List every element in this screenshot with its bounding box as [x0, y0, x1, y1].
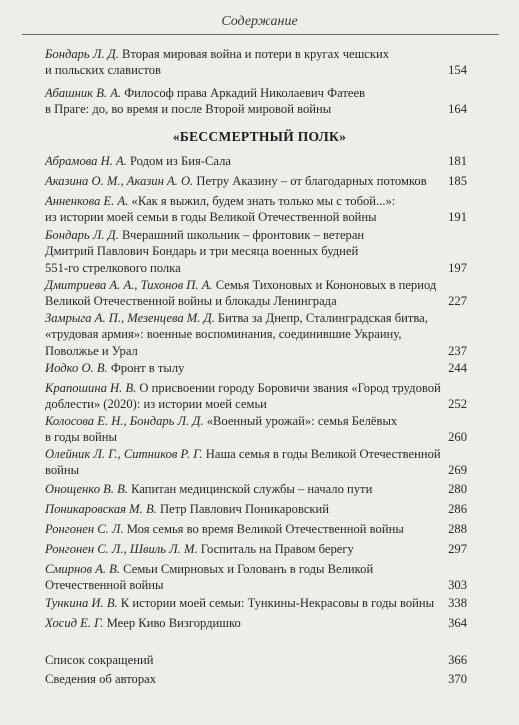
toc-entry-title	[45, 227, 465, 243]
toc-entry-page-number: 164	[448, 102, 467, 117]
toc-entry-title-continued	[45, 293, 465, 309]
toc-entry-title-continued	[45, 62, 465, 78]
toc-entry-title	[45, 541, 465, 557]
toc-entry-title-continued	[45, 396, 465, 412]
toc-entry-text: доблести» (2020): из истории моей семьи	[45, 397, 267, 412]
toc-entry-author: Колосова Е. Н., Бондарь Л. Д.	[45, 414, 204, 428]
toc-entry-text: «трудовая армия»: военные воспоминания, соединившие Украину,	[45, 327, 402, 342]
toc-entry-text: Наша семья в годы Великой Отечественной	[202, 447, 441, 461]
toc-entry-author: Дмитриева А. А., Тихонов П. А.	[45, 278, 213, 292]
header-rule	[22, 34, 499, 35]
toc-entry-author: Абрамова Н. А.	[45, 154, 127, 168]
toc-entry-title	[45, 193, 465, 209]
toc-entry-text: войны	[45, 463, 80, 478]
toc-entry-text: Дмитрий Павлович Бондарь и три месяца военных будней	[45, 244, 359, 259]
toc-entry-page-number: 338	[448, 596, 467, 610]
toc-entry-title-continued	[45, 243, 465, 259]
toc-entry-title	[45, 561, 465, 577]
toc-entry-text: 551-го стрелкового полка	[45, 260, 181, 275]
toc-entry-author: Бондарь Л. Д.	[45, 228, 119, 242]
toc-entry-author: Иодко О. В.	[45, 361, 108, 375]
toc-entry-text: Битва за Днепр, Сталинградская битва,	[214, 311, 428, 325]
toc-entry-text: Философ права Аркадий Николаевич Фатеев	[121, 86, 365, 100]
toc-entry-author: Аказина О. М., Аказин А. О.	[45, 174, 194, 188]
toc-entry-text: в Праге: до, во время и после Второй мировой войны	[45, 102, 332, 117]
toc-entry-title	[45, 446, 465, 462]
toc-entry-text: Госпиталь на Правом берегу	[197, 542, 354, 556]
toc-entry-text: Капитан медицинской службы – начало пути	[128, 482, 373, 496]
toc-entry-title-continued	[45, 343, 465, 359]
toc-entry-text: в годы войны	[45, 430, 117, 445]
toc-entry-author: Бондарь Л. Д.	[45, 47, 119, 61]
toc-entry-title	[45, 277, 465, 293]
toc-entry-title	[45, 153, 465, 169]
toc-entry-author: Абашник В. А.	[45, 86, 122, 100]
toc-entry-page-number: 237	[448, 343, 467, 358]
toc-entry-page-number: 297	[448, 542, 467, 556]
toc-entry-author: Олейник Л. Г., Ситников Р. Г.	[45, 447, 203, 461]
toc-entry-text: Петру Аказину – от благодарных потомков	[193, 174, 427, 188]
toc-entry-title	[45, 652, 465, 668]
toc-entry-page-number: 227	[448, 294, 467, 309]
toc-entry-title-continued	[45, 209, 465, 225]
toc-entry-text: Отечественной войны	[45, 578, 164, 593]
toc-entry-text: Семьи Смирновых и Голованъ в годы Великой	[120, 562, 374, 576]
toc-entry-text: из истории моей семьи в годы Великой Отечественной войны	[45, 210, 377, 225]
running-head: Содержание	[221, 14, 298, 29]
toc-entry-text: Список сокращений	[45, 653, 154, 667]
toc-entry-page-number: 154	[448, 63, 467, 78]
toc-entry-text: Родом из Бия-Сала	[126, 154, 231, 168]
toc-entry-text: Петр Павлович Поникаровский	[156, 502, 330, 516]
toc-entry-title	[45, 595, 465, 611]
toc-entry-page-number: 252	[448, 397, 467, 412]
toc-entry-page-number: 185	[448, 174, 467, 188]
toc-entry-title-continued	[45, 577, 465, 593]
toc-entry-page-number: 286	[448, 502, 467, 516]
toc-entry-page-number: 280	[448, 482, 467, 496]
toc-entry-page-number: 366	[448, 653, 467, 667]
toc-entry-text: Моя семья во время Великой Отечественной войны	[123, 522, 404, 536]
toc-entry-text: К истории моей семьи: Тункины-Некрасовы в годы войны	[117, 596, 435, 610]
toc-entry-author: Смирнов А. В.	[45, 562, 121, 576]
toc-entry-author: Ронгонен С. Л.	[45, 522, 124, 536]
toc-entry-author: Онощенко В. В.	[45, 482, 128, 496]
toc-entry-text: Вторая мировая война и потери в кругах чешских	[118, 47, 390, 61]
toc-entry-text: Поволжье и Урал	[45, 343, 138, 358]
toc-entry-author: Поникаровская М. В.	[45, 502, 157, 516]
toc-entry-title-continued	[45, 429, 465, 445]
toc-entry-title-continued	[45, 326, 465, 342]
toc-entry-author: Анненкова Е. А.	[45, 194, 129, 208]
toc-entry-title	[45, 501, 465, 517]
toc-entry-title	[45, 380, 465, 396]
toc-entry-author: Замрыга А. П., Мезенцева М. Д.	[45, 311, 215, 325]
toc-entry-text: Сведения об авторах	[45, 672, 157, 686]
toc-entry-author: Хосид Е. Г.	[45, 616, 104, 630]
toc-entry-text: Меер Киво Визгордишко	[103, 616, 241, 630]
toc-entry-page-number: 370	[448, 672, 467, 686]
toc-entry-title	[45, 360, 465, 376]
toc-entry-title-continued	[45, 101, 465, 117]
toc-entry-page-number: 181	[448, 154, 467, 168]
toc-entry-title	[45, 671, 465, 687]
toc-entry-page-number: 260	[448, 430, 467, 445]
toc-entry-text: «Как я выжил, будем знать только мы с тобой...»:	[128, 194, 396, 208]
section-title: «БЕССМЕРТНЫЙ ПОЛК»	[172, 129, 347, 144]
toc-entry-title	[45, 521, 465, 537]
toc-entry-page-number: 288	[448, 522, 467, 536]
toc-entry-text: и польских славистов	[45, 63, 162, 78]
toc-entry-text: Великой Отечественной войны и блокады Ленинграда	[45, 294, 337, 309]
toc-entry-page-number: 269	[448, 463, 467, 478]
toc-entry-title	[45, 46, 465, 62]
toc-entry-page-number: 244	[448, 361, 467, 375]
toc-entry-author: Крапошина Н. В.	[45, 381, 137, 395]
toc-entry-title	[45, 310, 465, 326]
toc-entry-text: Фронт в тылу	[107, 361, 185, 375]
toc-entry-title	[45, 85, 465, 101]
toc-entry-text: Семья Тихоновых и Кононовых в период	[212, 278, 437, 292]
toc-entry-page-number: 191	[448, 210, 467, 225]
toc-entry-page-number: 197	[448, 260, 467, 275]
toc-entry-title-continued	[45, 462, 465, 478]
toc-entry-title	[45, 173, 465, 189]
toc-entry-text: Вчерашний школьник – фронтовик – ветеран	[118, 228, 365, 242]
toc-entry-title	[45, 413, 465, 429]
toc-entry-title	[45, 615, 465, 631]
toc-entry-page-number: 364	[448, 616, 467, 630]
toc-entry-page-number: 303	[448, 578, 467, 593]
toc-entry-author: Тункина И. В.	[45, 596, 118, 610]
toc-entry-author: Ронгонен С. Л., Швиль Л. М.	[45, 542, 198, 556]
toc-entry-title	[45, 481, 465, 497]
toc-entry-text: «Военный урожай»: семья Белёвых	[203, 414, 398, 428]
toc-entry-text: О присвоении городу Боровичи звания «Город трудовой	[136, 381, 441, 395]
toc-entry-title-continued	[45, 260, 465, 276]
